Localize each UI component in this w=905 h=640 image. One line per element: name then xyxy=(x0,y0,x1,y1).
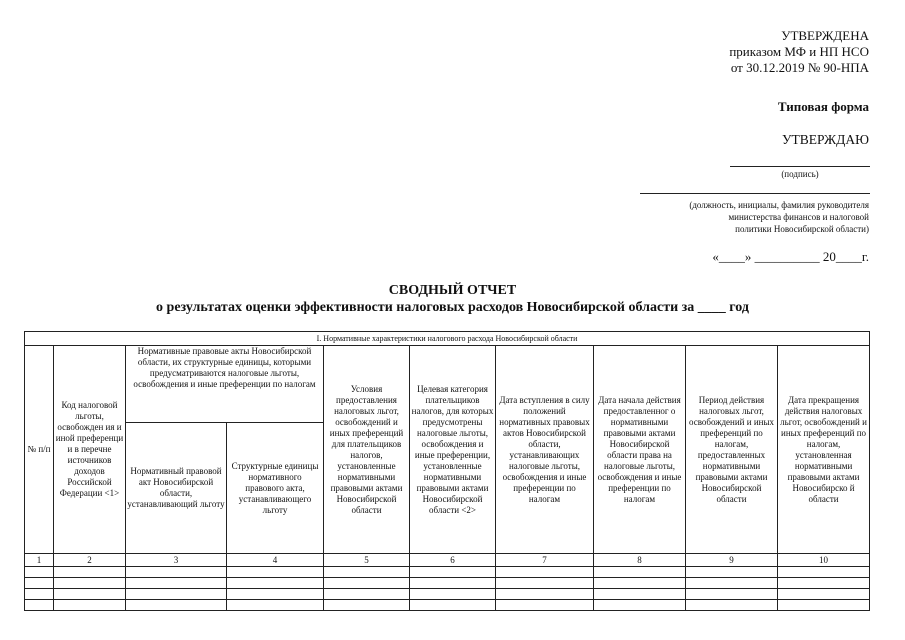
column-number: 4 xyxy=(227,554,324,567)
position-label-line-2: министерства финансов и налоговой xyxy=(728,212,869,222)
empty-cell[interactable] xyxy=(54,578,126,589)
report-table xyxy=(24,331,870,611)
empty-cell[interactable] xyxy=(496,600,594,611)
position-label-line-3: политики Новосибирской области) xyxy=(735,224,869,234)
empty-cell[interactable] xyxy=(126,567,227,578)
empty-cell[interactable] xyxy=(410,578,496,589)
table-row xyxy=(25,578,870,589)
empty-cell[interactable] xyxy=(25,600,54,611)
column-number: 6 xyxy=(410,554,496,567)
header-col-9: Период действия налоговых льгот, освобождений и иных преференций по налогам, предоставленных нормативными правовыми актами Новосибирской области xyxy=(686,346,778,554)
empty-cell[interactable] xyxy=(25,589,54,600)
section-title: I. Нормативные характеристики налогового расхода Новосибирской области xyxy=(25,332,870,346)
column-number: 7 xyxy=(496,554,594,567)
form-type-label: Типовая форма xyxy=(777,99,869,114)
column-number: 2 xyxy=(54,554,126,567)
position-line xyxy=(640,193,870,194)
header-col-5: Условия предоставления налоговых льгот, освобождений и иных преференций для плательщиков налогов, установленные нормативными правовыми актами Новосибирской области xyxy=(324,346,410,554)
signature-label: (подпись) xyxy=(781,169,819,179)
header-group-3-4: Нормативные правовые акты Новосибирской области, их структурные единицы, которыми предусматриваются налоговые льготы, освобождения и иные преференции по налогам xyxy=(126,346,324,423)
approval-line-2: приказом МФ и НП НСО xyxy=(729,44,869,59)
empty-cell[interactable] xyxy=(227,589,324,600)
empty-cell[interactable] xyxy=(686,578,778,589)
empty-cell[interactable] xyxy=(778,567,870,578)
approval-stamp xyxy=(729,28,869,76)
empty-cell[interactable] xyxy=(324,600,410,611)
signature-line xyxy=(730,166,870,167)
header-col-8: Дата начала действия предоставленног о нормативными правовыми актами Новосибирской области права на налоговые льготы, освобождения и иные преференции по налогам xyxy=(594,346,686,554)
date-line: «____» __________ 20____г. xyxy=(712,249,869,264)
empty-cell[interactable] xyxy=(25,567,54,578)
header-col-4: Структурные единицы нормативного правового акта, устанавливающего льготу xyxy=(227,423,324,554)
empty-cell[interactable] xyxy=(324,567,410,578)
empty-cell[interactable] xyxy=(686,600,778,611)
column-numbers-row xyxy=(25,554,870,567)
empty-cell[interactable] xyxy=(686,589,778,600)
empty-cell[interactable] xyxy=(778,600,870,611)
table-row xyxy=(25,567,870,578)
empty-cell[interactable] xyxy=(126,600,227,611)
header-col-6: Целевая категория плательщиков налогов, для которых предусмотрены налоговые льготы, освобождения и иные преференции, установленные нормативными правовыми актами Новосибирской области <2> xyxy=(410,346,496,554)
empty-cell[interactable] xyxy=(410,589,496,600)
report-title: СВОДНЫЙ ОТЧЕТ xyxy=(388,283,517,298)
table-row xyxy=(25,589,870,600)
empty-cell[interactable] xyxy=(778,589,870,600)
approve-word: УТВЕРЖДАЮ xyxy=(781,132,869,147)
empty-cell[interactable] xyxy=(54,600,126,611)
report-subtitle: о результатах оценки эффективности налоговых расходов Новосибирской области за ____ год xyxy=(156,300,749,315)
empty-cell[interactable] xyxy=(496,589,594,600)
empty-cell[interactable] xyxy=(25,578,54,589)
empty-cell[interactable] xyxy=(227,600,324,611)
empty-cell[interactable] xyxy=(227,578,324,589)
empty-cell[interactable] xyxy=(496,578,594,589)
empty-cell[interactable] xyxy=(594,567,686,578)
empty-cell[interactable] xyxy=(594,578,686,589)
empty-cell[interactable] xyxy=(324,589,410,600)
column-number: 5 xyxy=(324,554,410,567)
empty-cell[interactable] xyxy=(686,567,778,578)
column-number: 9 xyxy=(686,554,778,567)
header-col-2: Код налоговой льготы, освобожден ия и иной преференци и в перечне источников доходов Российской Федерации <1> xyxy=(54,346,126,554)
empty-cell[interactable] xyxy=(54,589,126,600)
table-row xyxy=(25,600,870,611)
empty-cell[interactable] xyxy=(410,600,496,611)
approval-line-3: от 30.12.2019 № 90-НПА xyxy=(730,60,869,75)
empty-cell[interactable] xyxy=(778,578,870,589)
column-number: 3 xyxy=(126,554,227,567)
empty-cell[interactable] xyxy=(54,567,126,578)
approval-line-1: УТВЕРЖДЕНА xyxy=(781,28,869,43)
column-number: 10 xyxy=(778,554,870,567)
header-col-1: № п/п xyxy=(25,346,54,554)
empty-cell[interactable] xyxy=(594,589,686,600)
empty-cell[interactable] xyxy=(126,578,227,589)
empty-cell[interactable] xyxy=(496,567,594,578)
header-col-7: Дата вступления в силу положений нормативных правовых актов Новосибирской области, устанавливающих налоговые льготы, освобождения и иные преференции по налогам xyxy=(496,346,594,554)
column-number: 8 xyxy=(594,554,686,567)
empty-cell[interactable] xyxy=(227,567,324,578)
empty-cell[interactable] xyxy=(410,567,496,578)
header-col-10: Дата прекращения действия налоговых льгот, освобождений и иных преференций по налогам, установленная нормативными правовыми актами Новосибирско й области xyxy=(778,346,870,554)
position-label-line-1: (должность, инициалы, фамилия руководителя xyxy=(689,200,869,210)
empty-cell[interactable] xyxy=(324,578,410,589)
position-label xyxy=(689,199,869,235)
header-col-3: Нормативный правовой акт Новосибирской области, устанавливающий льготу xyxy=(126,423,227,554)
empty-cell[interactable] xyxy=(594,600,686,611)
column-number: 1 xyxy=(25,554,54,567)
empty-cell[interactable] xyxy=(126,589,227,600)
